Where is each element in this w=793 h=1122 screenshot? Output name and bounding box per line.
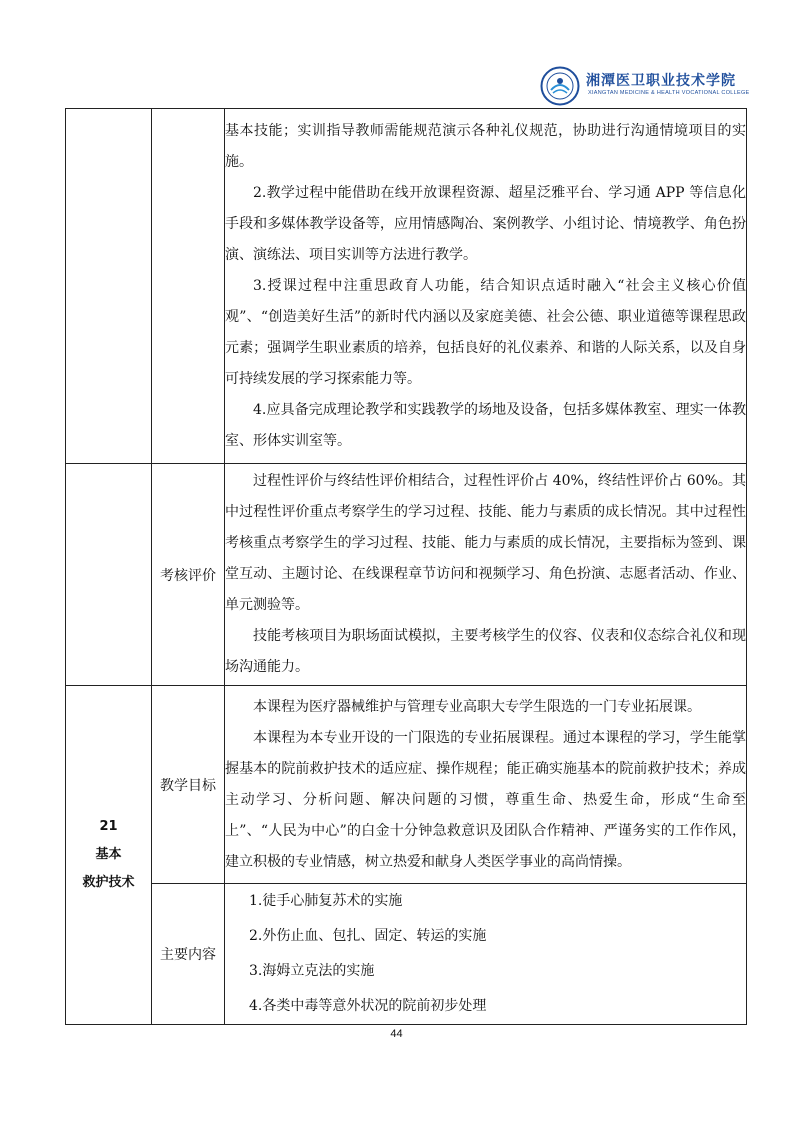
objectives-label: 教学目标 [152, 686, 225, 884]
label-cell-empty [152, 109, 225, 464]
course-number: 21 [99, 819, 118, 834]
content-label: 主要内容 [152, 884, 225, 1025]
list-item: 1.徒手心肺复苏术的实施 [249, 893, 403, 909]
page-number: 44 [390, 1028, 403, 1040]
paragraph: 3.授课过程中注重思政育人功能，结合知识点适时融入“社会主义核心价值观”、“创造美好生活”的新时代内涵以及家庭美德、社会公德、职业道德等课程思政元素；强调学生职业素质的培养，包括良好的礼仪素养、和谐的人际关系，以及自身可持续发展的学习探索能力等。 [225, 277, 746, 387]
paragraph: 本课程为医疗器械维护与管理专业高职大专学生限选的一门专业拓展课。 [253, 698, 701, 715]
header-logo [540, 66, 750, 110]
teaching-content-cell [225, 109, 747, 464]
assessment-label: 考核评价 [152, 464, 225, 686]
course-cell-empty [66, 109, 152, 464]
course-table [65, 108, 747, 1025]
table-row [66, 686, 747, 884]
list-item: 4.各类中毒等意外状况的院前初步处理 [249, 998, 487, 1014]
table-row [66, 109, 747, 464]
assessment-cell [225, 464, 747, 686]
paragraph: 基本技能；实训指导教师需能规范演示各种礼仪规范，协助进行沟通情境项目的实施。 [225, 122, 746, 170]
objectives-cell [225, 686, 747, 884]
paragraph: 本课程为本专业开设的一门限选的专业拓展课程。通过本课程的学习，学生能掌握基本的院前救护技术的适应症、操作规程；能正确实施基本的院前救护技术；养成主动学习、分析问题、解决问题的习惯，尊重生命、热爱生命，形成“生命至上”、“人民为中心”的白金十分钟急救意识及团队合作精神、严谨务实的工作作风，建立积极的专业情感，树立热爱和献身人类医学事业的高尚情操。 [225, 729, 746, 870]
list-item: 2.外伤止血、包扎、固定、转运的实施 [249, 928, 487, 944]
course-cell-empty [66, 464, 152, 686]
paragraph: 技能考核项目为职场面试模拟，主要考核学生的仪容、仪表和仪态综合礼仪和现场沟通能力。 [225, 628, 746, 675]
table-row [66, 464, 747, 686]
school-name-en: XIANGTAN MEDICINE & HEALTH VOCATIONAL COLLEGE [588, 90, 750, 96]
paragraph: 4.应具备完成理论教学和实践教学的场地及设备，包括多媒体教室、理实一体教室、形体实训室等。 [225, 401, 746, 449]
paragraph: 2.教学过程中能借助在线开放课程资源、超星泛雅平台、学习通 APP 等信息化手段和多媒体教学设备等，应用情感陶冶、案例教学、小组讨论、情境教学、角色扮演、演练法、项目实训等方法进行教学。 [225, 184, 746, 263]
table-row [66, 884, 747, 1025]
course-name-cell [66, 686, 152, 1025]
paragraph: 过程性评价与终结性评价相结合，过程性评价占 40%，终结性评价占 60%。其中过程性评价重点考察学生的学习过程、技能、能力与素质的成长情况。其中过程性考核重点考察学生的学习过程、技能、能力与素质的成长情况，主要指标为签到、课堂互动、主题讨论、在线课程章节访问和视频学习、角色扮演、志愿者活动、作业、单元测验等。 [225, 473, 746, 613]
course-name-line2: 救护技术 [82, 875, 135, 890]
content-cell [225, 884, 747, 1025]
college-emblem-icon [540, 66, 580, 106]
list-item: 3.海姆立克法的实施 [249, 963, 375, 979]
course-name-line1: 基本 [95, 847, 122, 862]
school-name: 湘潭医卫职业技术学院 [586, 73, 736, 89]
